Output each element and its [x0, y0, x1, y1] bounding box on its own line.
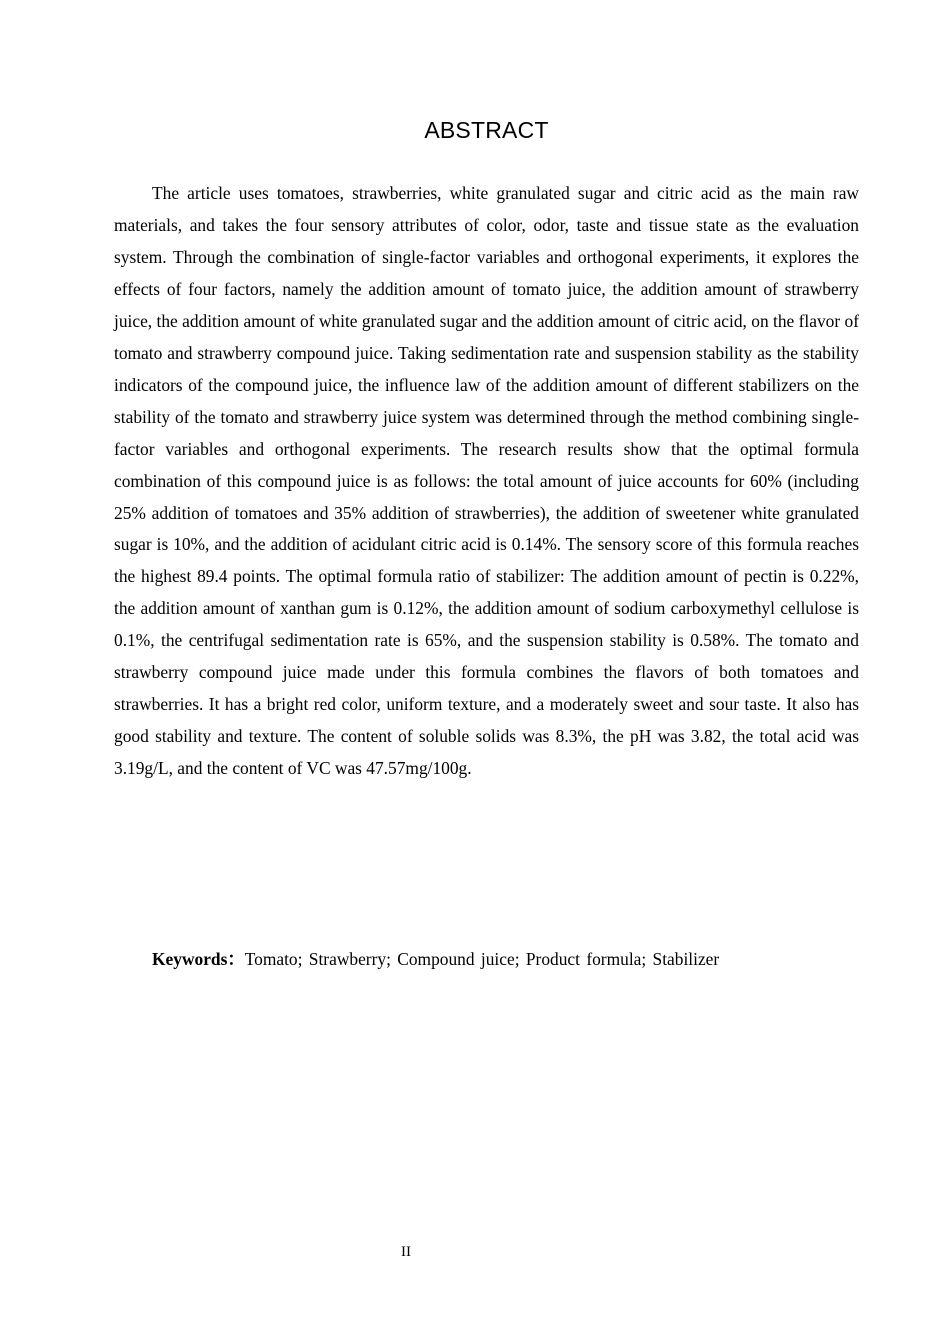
- page-number: II: [401, 1244, 411, 1260]
- abstract-title: ABSTRACT: [424, 117, 549, 143]
- abstract-body: The article uses tomatoes, strawberries, white granulated sugar and citric acid as the main raw materials, and takes the four sensory attributes of color, odor, taste and tissue state as the evaluation system. Through the combination of single-factor variables and orthogonal experiments, it explores the effects of four factors, namely the addition amount of tomato juice, the addition amount of strawberry juice, the addition amount of white granulated sugar and the addition amount of citric acid, on the flavor of tomato and strawberry compound juice. Taking sedimentation rate and suspension stability as the stability indicators of the compound juice, the influence law of the addition amount of different stabilizers on the stability of the tomato and strawberry juice system was determined through the method combining single-factor variables and orthogonal experiments. The research results show that the optimal formula combination of this compound juice is as follows: the total amount of juice accounts for 60% (including 25% addition of tomatoes and 35% addition of strawberries), the addition of sweetener white granulated sugar is 10%, and the addition of acidulant citric acid is 0.14%. The sensory score of this formula reaches the highest 89.4 points. The optimal formula ratio of stabilizer: The addition amount of pectin is 0.22%, the addition amount of xanthan gum is 0.12%, the addition amount of sodium carboxymethyl cellulose is 0.1%, the centrifugal sedimentation rate is 65%, and the suspension stability is 0.58%. The tomato and strawberry compound juice made under this formula combines the flavors of both tomatoes and strawberries. It has a bright red color, uniform texture, and a moderately sweet and sour taste. It also has good stability and texture. The content of soluble solids was 8.3%, the pH was 3.82, the total acid was 3.19g/L, and the content of VC was 47.57mg/100g.: [114, 183, 859, 779]
- keywords-label: Keywords：: [152, 949, 245, 969]
- keywords-text: Tomato; Strawberry; Compound juice; Product formula; Stabilizer: [244, 949, 720, 969]
- keywords-line: [152, 944, 872, 976]
